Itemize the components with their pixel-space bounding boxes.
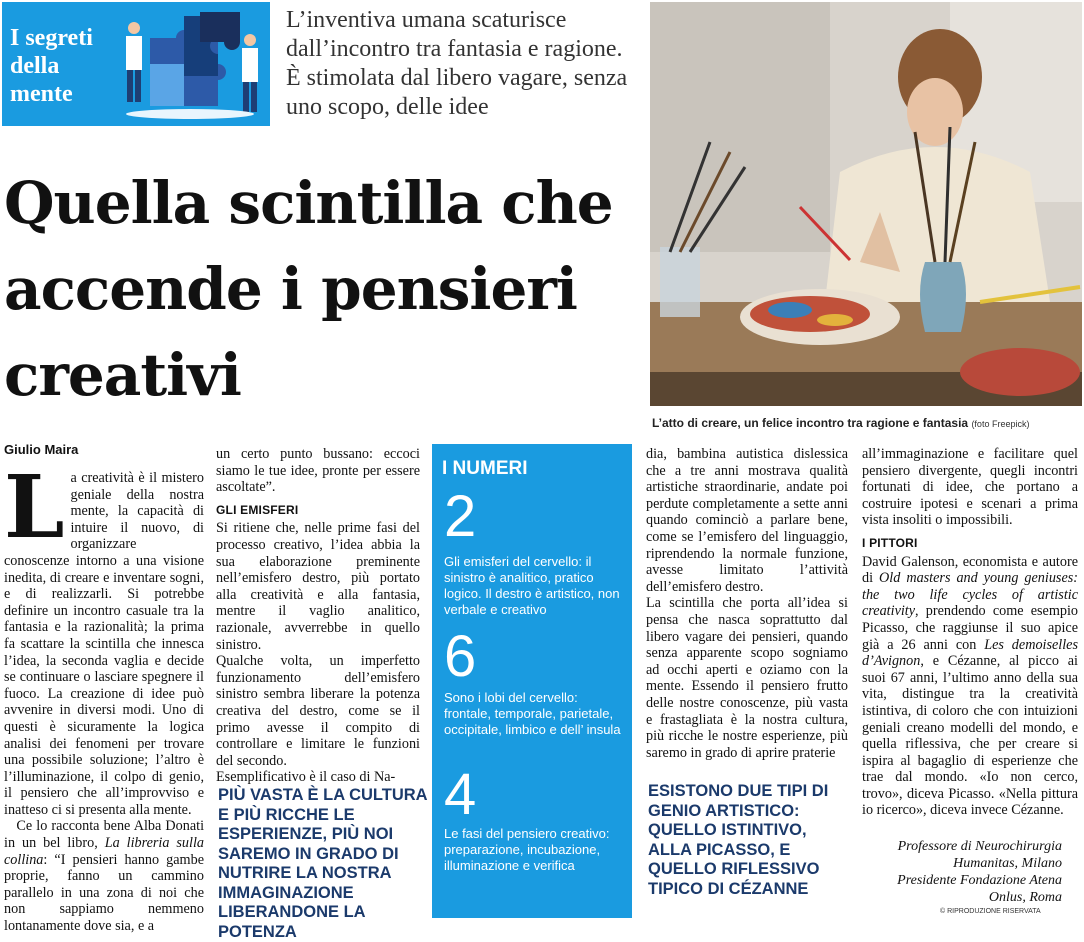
section-heading: GLI EMISFERI	[216, 502, 299, 517]
author-signoff	[862, 838, 1062, 906]
puzzle-illustration-icon	[112, 8, 268, 120]
subheadline: L’inventiva umana scaturisce dall’incontro tra fantasia e ragione. È stimolata dal libero vagare, senza uno scopo, delle idee	[286, 7, 628, 120]
number-description: Sono i lobi del cervello: frontale, temporale, parietale, occipitale, limbico e dell’ insula	[444, 690, 621, 737]
headline: Quella scintilla che accende i pensieri creativi	[4, 169, 613, 409]
paragraph: Si ritiene che, nelle prime fasi del processo creativo, l’idea abbia la sua elaborazione preminente nell’emisfero destro, più portato alla creatività e alla fantasia, mentre il vaglio analitico, razionale, avverrebbe in quello sinistro.	[216, 520, 420, 653]
photo-caption	[652, 416, 1082, 430]
pull-quote: ESISTONO DUE TIPI DI GENIO ARTISTICO: QUELLO ISTINTIVO, ALLA PICASSO, E QUELLO RIFLESSIVO TIPICO DI CÉZANNE	[648, 782, 829, 898]
caption-text: L’atto di creare, un felice incontro tra ragione e fantasia	[652, 416, 969, 430]
section-kicker: I segreti della mente	[10, 25, 93, 107]
copyright-notice: © RIPRODUZIONE RISERVATA	[940, 908, 1041, 915]
paragraph-text: David Galenson, economista e autore di	[862, 553, 1078, 587]
paragraph: dia, bambina autistica dislessica che a tre anni mostrava qualità artistiche straordinarie, andate poi perdute completamente a sette anni quando cominciò a parlare bene, come se l’emisfero del linguaggio, riprendendo la normale funzione, avesse limitato l’attività dell’emisfero destro.	[646, 446, 848, 595]
author-byline: Giulio Maira	[4, 442, 79, 457]
paragraph: a creatività è il mistero geniale della nostra mente, la capacità di intuire il nuovo, di organizzare conoscenze intorno a una visione inedita, di creare e inventare sogni, e di realizzarli. Si potrebbe definire un incontro casuale tra la fantasia e la razionalità; la prima fa scattare la scintilla che innesca l’idea, la seconda vaglia e decide se continuare o lasciare spegnere il fuoco. La creazione di idee può avvenire in diversi modi. Uno di questi è sicuramente la logica analisi dei fenomeni per trovare una possibile soluzione; l’altro è l’illuminazione, il colpo di genio, il pensiero che all’improvviso e inatteso ci si presenta alla mente.	[4, 470, 204, 818]
paragraph: La scintilla che porta all’idea si pensa che nasca soprattutto dal libero vagare dei pensieri, quando senza apparente scopo sogniamo ad occhi aperti e oziamo con la mente. Essendo il pensiero frutto delle nostre conoscenze, più vasta e frastagliata è la nostra cultura, più ricche le nostre esperienze, più saremo in grado di aprire praterie	[646, 595, 848, 761]
paragraph	[862, 554, 1078, 820]
paragraph: Esemplificativo è il caso di Na-	[216, 769, 396, 786]
paragraph-text: : “I pensieri hanno gambe proprie, fanno un cammino parallelo in una zona di noi che non sappiamo nemmeno lontanamente dove sia, e a	[4, 851, 204, 935]
painter-photo-illustration	[650, 2, 1082, 406]
paragraph-text: , prendendo come esempio Picasso, che raggiunse il suo apice già a 26 anni con	[862, 603, 1078, 653]
signoff-line: Onlus, Roma	[988, 890, 1062, 905]
signoff-line: Humanitas, Milano	[953, 856, 1062, 871]
numbers-title: I NUMERI	[442, 458, 528, 479]
number-description: Le fasi del pensiero creativo: preparazione, incubazione, illuminazione e verifica	[444, 826, 610, 873]
paragraph: all’immaginazione e facilitare quel pensiero divergente, quegli incontri fortunati di idee, che portano a costruire ipotesi e scenari a prima vista insoliti o impossibili.	[862, 446, 1078, 529]
paragraph	[4, 818, 204, 934]
number-value: 4	[444, 762, 477, 827]
number-description: Gli emisferi del cervello: il sinistro è analitico, pratico logico. Il destro è artistico, non verbale e creativo	[444, 554, 620, 617]
paragraph-text: , e Cézanne, al picco ai suoi 67 anni, l’ultimo anno della sua vita, distingue tra la creatività istintiva, di coloro che con intuizioni geniali creano modelli del mondo, e quella riflessiva, che per creare si ispira al bagaglio di esperienze che trae dal mondo. «Io non cerco, trovo», diceva Picasso. «Nella pittura io ricerco», diceva invece Cézanne.	[862, 653, 1078, 819]
number-value: 6	[444, 624, 477, 689]
article-column-1	[4, 457, 205, 935]
paragraph: un certo punto bussano: eccoci siamo le tue idee, pronte per essere ascoltate”.	[216, 446, 420, 496]
signoff-line: Professore di Neurochirurgia	[897, 839, 1062, 854]
article-column-3	[646, 446, 848, 761]
pull-quote: PIÙ VASTA È LA CULTURA E PIÙ RICCHE LE ESPERIENZE, PIÙ NOI SAREMO IN GRADO DI NUTRIRE LA NOSTRA IMMAGINAZIONE LIBERANDONE LA POTENZA	[218, 786, 427, 941]
book-title: Old masters and young geniuses: the two life cycles of artistic creativity	[862, 570, 1078, 620]
drop-cap: L	[4, 457, 65, 558]
signoff-line: Presidente Fondazione Atena	[897, 873, 1062, 888]
paragraph-text: Ce lo racconta bene Alba Donati in un bel libro,	[4, 818, 205, 852]
article-photo	[650, 2, 1082, 406]
section-heading: I PITTORI	[862, 535, 918, 550]
article-column-4	[862, 446, 1078, 819]
paragraph: Qualche volta, un imperfetto funzionamento dell’emisfero sinistro sembra liberare la potenza creativa del destro, come se il primo avesse il compito di controllare e limitare le funzioni del secondo.	[216, 653, 420, 769]
photo-credit: (foto Freepick)	[971, 419, 1030, 429]
numbers-box	[432, 444, 632, 918]
article-column-2	[216, 446, 420, 786]
book-title: La libreria sulla collina	[4, 835, 205, 868]
artwork-title: Les demoiselles d’Avignon	[862, 636, 1078, 670]
section-kicker-box	[2, 2, 270, 126]
number-value: 2	[444, 484, 477, 549]
